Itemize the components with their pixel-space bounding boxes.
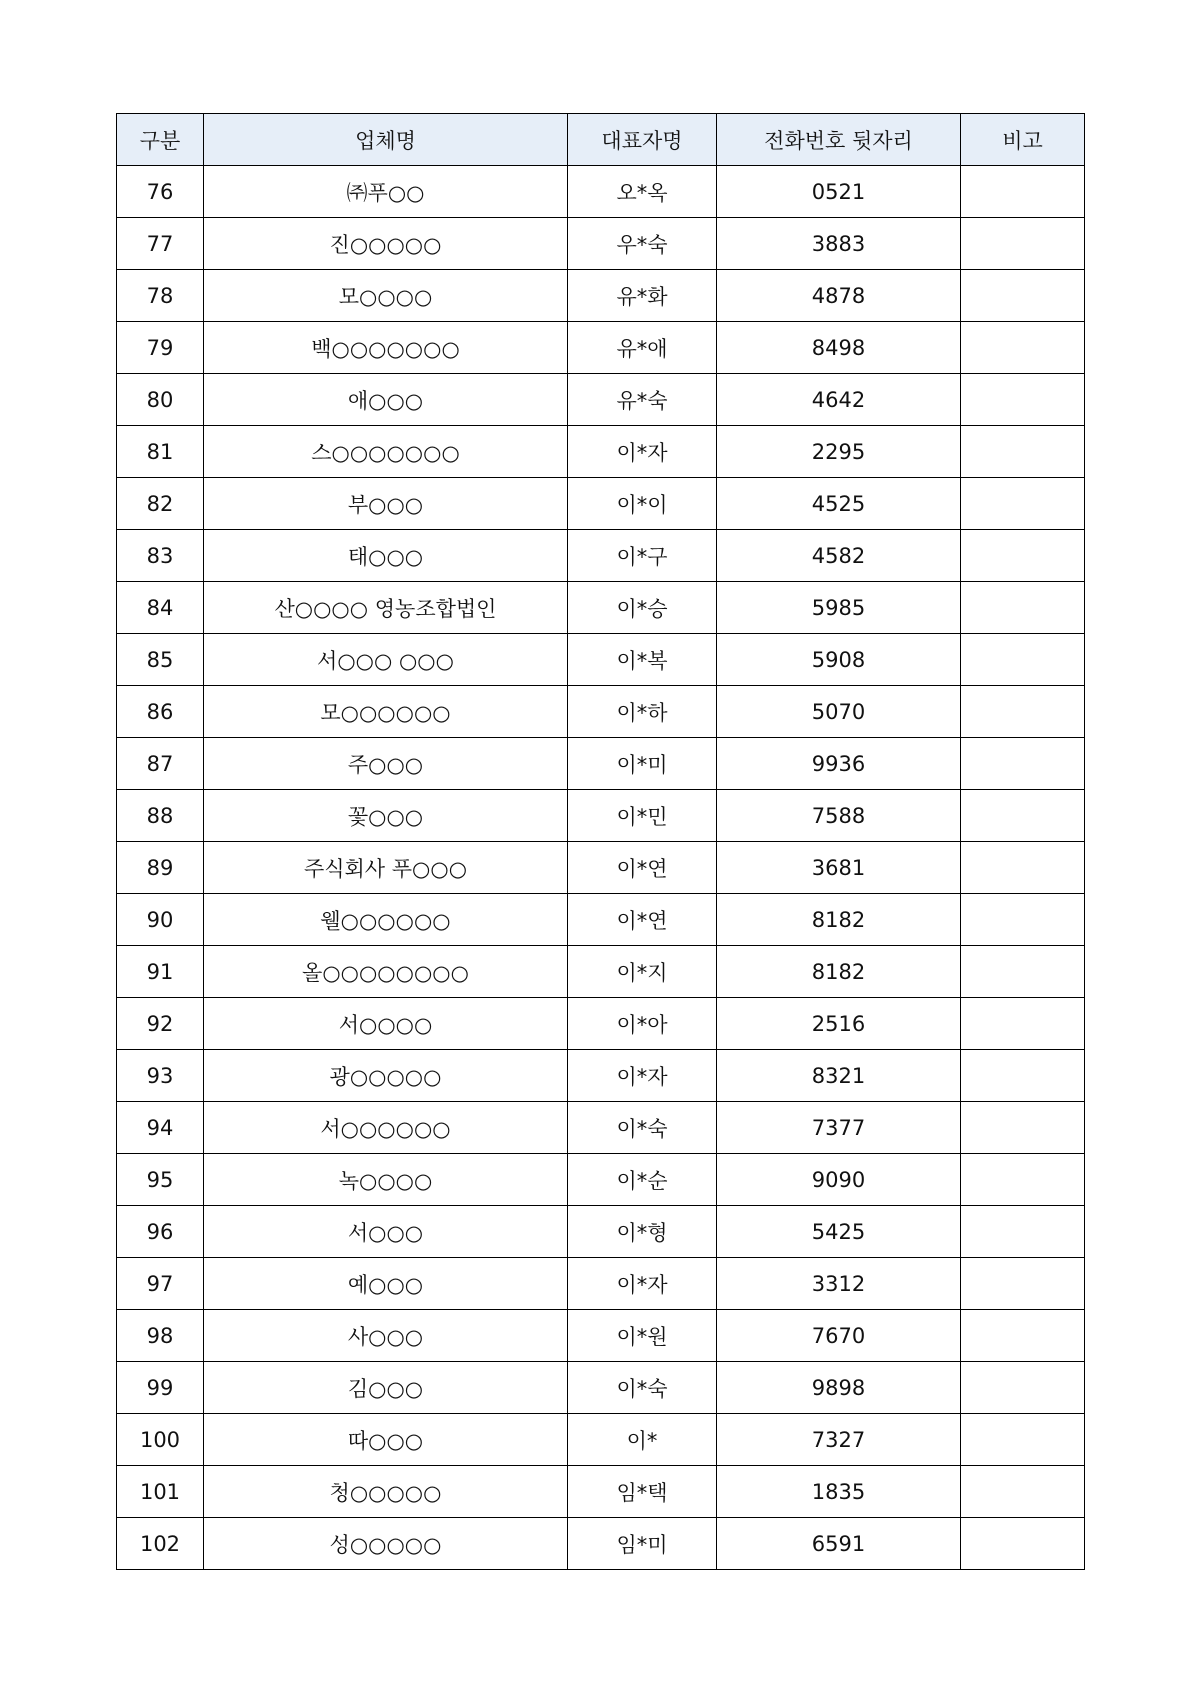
cell-phone: 7670 <box>717 1310 961 1362</box>
cell-company: 주○○○ <box>204 738 568 790</box>
cell-no: 86 <box>117 686 204 738</box>
cell-company: 성○○○○○ <box>204 1518 568 1570</box>
cell-no: 79 <box>117 322 204 374</box>
cell-rep: 이*원 <box>568 1310 717 1362</box>
cell-phone: 3883 <box>717 218 961 270</box>
cell-rep: 이*자 <box>568 1050 717 1102</box>
cell-no: 95 <box>117 1154 204 1206</box>
table-row <box>117 894 1085 946</box>
cell-no: 87 <box>117 738 204 790</box>
cell-rep: 이*지 <box>568 946 717 998</box>
cell-no: 78 <box>117 270 204 322</box>
cell-rep: 이*숙 <box>568 1362 717 1414</box>
cell-note <box>961 530 1085 582</box>
cell-no: 89 <box>117 842 204 894</box>
cell-phone: 6591 <box>717 1518 961 1570</box>
cell-no: 102 <box>117 1518 204 1570</box>
cell-note <box>961 1518 1085 1570</box>
cell-note <box>961 842 1085 894</box>
cell-rep: 이*복 <box>568 634 717 686</box>
cell-company: 청○○○○○ <box>204 1466 568 1518</box>
cell-phone: 7588 <box>717 790 961 842</box>
cell-company: 태○○○ <box>204 530 568 582</box>
cell-phone: 4642 <box>717 374 961 426</box>
cell-rep: 오*옥 <box>568 166 717 218</box>
cell-phone: 8321 <box>717 1050 961 1102</box>
table-row <box>117 1362 1085 1414</box>
cell-no: 98 <box>117 1310 204 1362</box>
cell-rep: 이*미 <box>568 738 717 790</box>
cell-phone: 5425 <box>717 1206 961 1258</box>
cell-phone: 4582 <box>717 530 961 582</box>
cell-company: 백○○○○○○○ <box>204 322 568 374</box>
table-row <box>117 582 1085 634</box>
cell-note <box>961 1154 1085 1206</box>
table-row <box>117 166 1085 218</box>
cell-rep: 이*순 <box>568 1154 717 1206</box>
cell-company: 녹○○○○ <box>204 1154 568 1206</box>
cell-phone: 8182 <box>717 894 961 946</box>
cell-company: 진○○○○○ <box>204 218 568 270</box>
cell-phone: 3312 <box>717 1258 961 1310</box>
cell-no: 77 <box>117 218 204 270</box>
cell-note <box>961 270 1085 322</box>
cell-phone: 2295 <box>717 426 961 478</box>
cell-company: 김○○○ <box>204 1362 568 1414</box>
cell-no: 97 <box>117 1258 204 1310</box>
cell-rep: 이*연 <box>568 894 717 946</box>
cell-note <box>961 1466 1085 1518</box>
table-row <box>117 1310 1085 1362</box>
cell-note <box>961 426 1085 478</box>
cell-phone: 2516 <box>717 998 961 1050</box>
cell-rep: 이*연 <box>568 842 717 894</box>
cell-phone: 8498 <box>717 322 961 374</box>
header-company: 업체명 <box>204 114 568 166</box>
cell-note <box>961 374 1085 426</box>
table-row <box>117 998 1085 1050</box>
cell-note <box>961 686 1085 738</box>
cell-note <box>961 218 1085 270</box>
cell-phone: 0521 <box>717 166 961 218</box>
table-header <box>117 114 1085 166</box>
table-row <box>117 322 1085 374</box>
cell-note <box>961 1414 1085 1466</box>
cell-no: 96 <box>117 1206 204 1258</box>
cell-rep: 이*민 <box>568 790 717 842</box>
cell-no: 91 <box>117 946 204 998</box>
cell-phone: 4525 <box>717 478 961 530</box>
cell-company: 산○○○○ 영농조합법인 <box>204 582 568 634</box>
cell-note <box>961 738 1085 790</box>
table-row <box>117 842 1085 894</box>
table-row <box>117 686 1085 738</box>
cell-phone: 7327 <box>717 1414 961 1466</box>
table-row <box>117 946 1085 998</box>
cell-no: 90 <box>117 894 204 946</box>
cell-company: ㈜푸○○ <box>204 166 568 218</box>
cell-rep: 유*애 <box>568 322 717 374</box>
cell-no: 82 <box>117 478 204 530</box>
cell-phone: 5985 <box>717 582 961 634</box>
cell-phone: 8182 <box>717 946 961 998</box>
cell-note <box>961 1310 1085 1362</box>
table-row <box>117 634 1085 686</box>
cell-no: 88 <box>117 790 204 842</box>
header-phone: 전화번호 뒷자리 <box>717 114 961 166</box>
header-rep: 대표자명 <box>568 114 717 166</box>
cell-no: 76 <box>117 166 204 218</box>
cell-company: 웰○○○○○○ <box>204 894 568 946</box>
table-row <box>117 530 1085 582</box>
header-row <box>117 114 1085 166</box>
cell-phone: 1835 <box>717 1466 961 1518</box>
table-row <box>117 738 1085 790</box>
cell-no: 84 <box>117 582 204 634</box>
cell-note <box>961 790 1085 842</box>
cell-company: 예○○○ <box>204 1258 568 1310</box>
cell-no: 80 <box>117 374 204 426</box>
cell-no: 85 <box>117 634 204 686</box>
cell-no: 81 <box>117 426 204 478</box>
cell-no: 92 <box>117 998 204 1050</box>
cell-company: 올○○○○○○○○ <box>204 946 568 998</box>
cell-company: 서○○○○○○ <box>204 1102 568 1154</box>
table-row <box>117 1414 1085 1466</box>
cell-rep: 유*화 <box>568 270 717 322</box>
cell-phone: 5908 <box>717 634 961 686</box>
cell-phone: 9898 <box>717 1362 961 1414</box>
cell-company: 스○○○○○○○ <box>204 426 568 478</box>
cell-rep: 이* <box>568 1414 717 1466</box>
cell-phone: 5070 <box>717 686 961 738</box>
cell-company: 서○○○ ○○○ <box>204 634 568 686</box>
cell-note <box>961 894 1085 946</box>
cell-rep: 이*아 <box>568 998 717 1050</box>
table-row <box>117 270 1085 322</box>
cell-note <box>961 1362 1085 1414</box>
cell-no: 83 <box>117 530 204 582</box>
cell-phone: 3681 <box>717 842 961 894</box>
cell-note <box>961 946 1085 998</box>
cell-company: 서○○○○ <box>204 998 568 1050</box>
cell-rep: 우*숙 <box>568 218 717 270</box>
table-row <box>117 790 1085 842</box>
document-sheet <box>116 113 1084 1570</box>
cell-note <box>961 1102 1085 1154</box>
table-row <box>117 374 1085 426</box>
cell-no: 101 <box>117 1466 204 1518</box>
cell-no: 99 <box>117 1362 204 1414</box>
header-note: 비고 <box>961 114 1085 166</box>
cell-rep: 이*하 <box>568 686 717 738</box>
cell-note <box>961 322 1085 374</box>
cell-company: 꽃○○○ <box>204 790 568 842</box>
cell-rep: 이*형 <box>568 1206 717 1258</box>
cell-rep: 이*승 <box>568 582 717 634</box>
cell-note <box>961 634 1085 686</box>
table-row <box>117 1518 1085 1570</box>
table-row <box>117 478 1085 530</box>
cell-note <box>961 166 1085 218</box>
cell-company: 모○○○○○○ <box>204 686 568 738</box>
cell-rep: 이*구 <box>568 530 717 582</box>
cell-note <box>961 1206 1085 1258</box>
cell-rep: 이*자 <box>568 426 717 478</box>
table-row <box>117 1050 1085 1102</box>
cell-rep: 임*택 <box>568 1466 717 1518</box>
cell-company: 따○○○ <box>204 1414 568 1466</box>
cell-rep: 유*숙 <box>568 374 717 426</box>
cell-phone: 4878 <box>717 270 961 322</box>
cell-phone: 7377 <box>717 1102 961 1154</box>
cell-note <box>961 1050 1085 1102</box>
cell-phone: 9936 <box>717 738 961 790</box>
cell-company: 사○○○ <box>204 1310 568 1362</box>
table-row <box>117 1154 1085 1206</box>
cell-company: 애○○○ <box>204 374 568 426</box>
table-row <box>117 218 1085 270</box>
table-row <box>117 1258 1085 1310</box>
cell-no: 93 <box>117 1050 204 1102</box>
cell-note <box>961 582 1085 634</box>
cell-phone: 9090 <box>717 1154 961 1206</box>
cell-note <box>961 998 1085 1050</box>
table-row <box>117 1206 1085 1258</box>
cell-company: 부○○○ <box>204 478 568 530</box>
cell-company: 서○○○ <box>204 1206 568 1258</box>
cell-rep: 이*이 <box>568 478 717 530</box>
company-table <box>116 113 1085 1570</box>
header-no: 구분 <box>117 114 204 166</box>
cell-rep: 이*자 <box>568 1258 717 1310</box>
table-row <box>117 1102 1085 1154</box>
cell-rep: 이*숙 <box>568 1102 717 1154</box>
cell-company: 광○○○○○ <box>204 1050 568 1102</box>
cell-rep: 임*미 <box>568 1518 717 1570</box>
table-row <box>117 426 1085 478</box>
cell-company: 주식회사 푸○○○ <box>204 842 568 894</box>
cell-no: 94 <box>117 1102 204 1154</box>
table-row <box>117 1466 1085 1518</box>
cell-no: 100 <box>117 1414 204 1466</box>
table-body <box>117 166 1085 1570</box>
cell-company: 모○○○○ <box>204 270 568 322</box>
cell-note <box>961 478 1085 530</box>
cell-note <box>961 1258 1085 1310</box>
